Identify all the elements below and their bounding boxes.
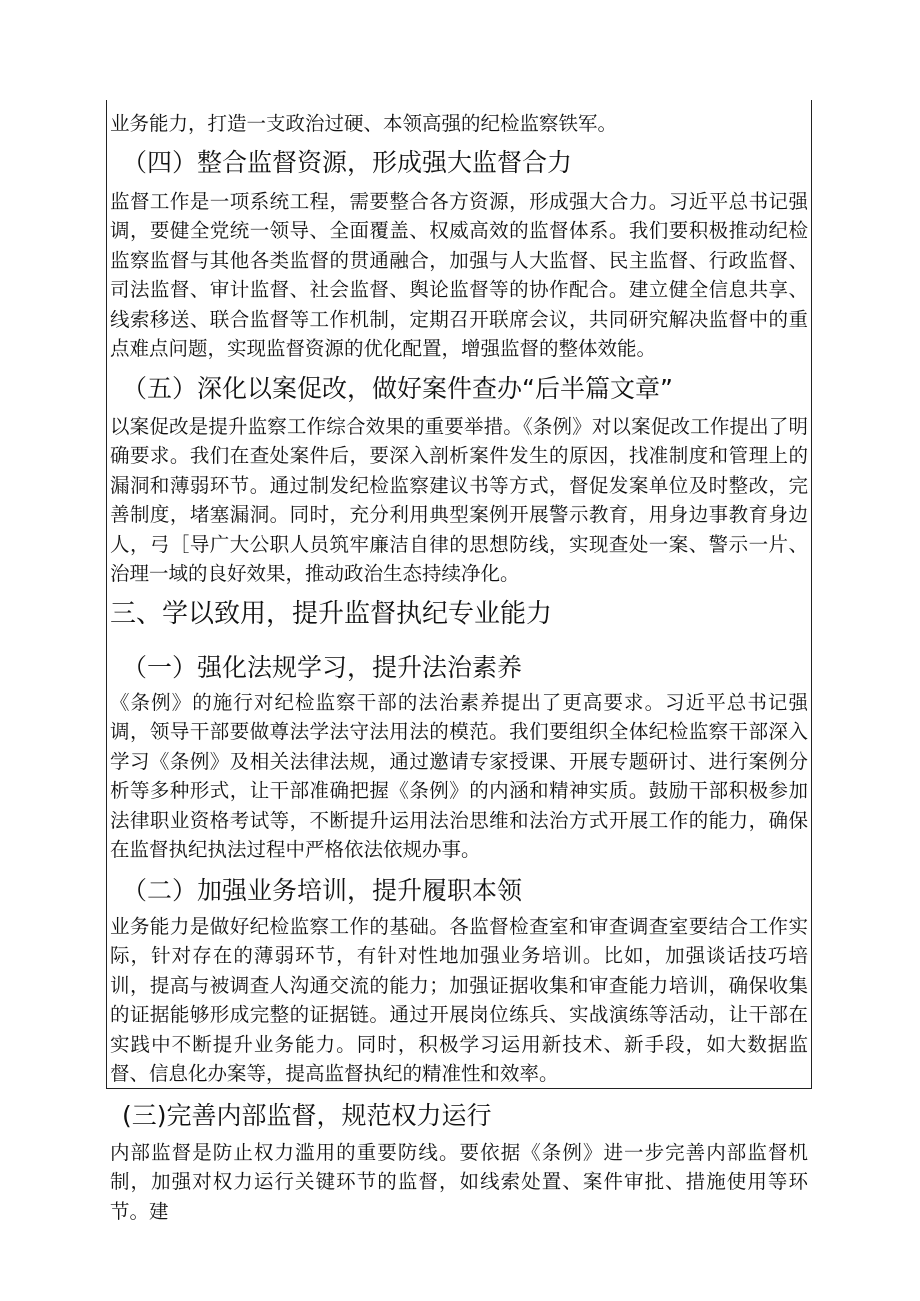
section-4-heading: （四）整合监督资源，形成强大监督合力	[122, 148, 573, 177]
section-3-1-body: 《条例》的施行对纪检监察干部的法治素养提出了更高要求。习近平总书记强调，领导干部要做尊法学法守法用法的模范。我们要组织全体纪检监察干部深入学习《条例》及相关法律法规，通过邀请专家授课、开展专题研讨、进行案例分析等多种形式，让干部准确把握《条例》的内涵和精神实质。鼓励干部积极参加法律职业资格考试等，不断提升运用法治思维和法治方式开展工作的能力，确保在监督执纪执法过程中严格依法依规办事。	[110, 691, 808, 862]
section-5-heading: （五）深化以案促改，做好案件查办“后半篇文章”	[122, 374, 673, 403]
section-3-1-heading: （一）强化法规学习，提升法治素养	[122, 653, 523, 682]
section-3-3-body: 内部监督是防止权力滥用的重要防线。要依据《条例》进一步完善内部监督机制，加强对权力运行关键环节的监督，如线索处置、案件审批、措施使用等环节。建	[110, 1141, 808, 1223]
section-3-2-body: 业务能力是做好纪检监察工作的基础。各监督检查室和审查调查室要结合工作实际，针对存在的薄弱环节，有针对性地加强业务培训。比如，加强谈话技巧培训，提高与被调查人沟通交流的能力；加强证据收集和审查能力培训，确保收集的证据能够形成完整的证据链。通过开展岗位练兵、实战演练等活动，让干部在实践中不断提升业务能力。同时，积极学习运用新技术、新手段，如大数据监督、信息化办案等，提高监督执纪的精准性和效率。	[110, 915, 808, 1086]
part-3-heading: 三、学以致用，提升监督执纪专业能力	[110, 599, 553, 629]
section-3-2-heading: （二）加强业务培训，提升履职本领	[122, 876, 523, 905]
carryover-line: 业务能力，打造一支政治过硬、本领高强的纪检监察铁军。	[110, 112, 618, 135]
section-5-body: 以案促改是提升监察工作综合效果的重要举措。《条例》对以案促改工作提出了明确要求。我们在查处案件后，要深入剖析案件发生的原因，找准制度和管理上的漏洞和薄弱环节。通过制发纪检监察建议书等方式，督促发案单位及时整改，完善制度，堵塞漏洞。同时，充分利用典型案例开展警示教育，用身边事教育身边人，弓［导广大公职人员筑牢廉洁自律的思想防线，实现查处一案、警示一片、治理一域的良好效果，推动政治生态持续净化。	[110, 415, 808, 586]
section-3-3-heading: (三)完善内部监督，规范权力运行	[122, 1101, 492, 1130]
section-4-body: 监督工作是一项系统工程，需要整合各方资源，形成强大合力。习近平总书记强调，要健全党统一领导、全面覆盖、权威高效的监督体系。我们要积极推动纪检监察监督与其他各类监督的贯通融合，加强与人大监督、民主监督、行政监督、司法监督、审计监督、社会监督、舆论监督等的协作配合。建立健全信息共享、线索移送、联合监督等工作机制，定期召开联席会议，共同研究解决监督中的重点难点问题，实现监督资源的优化配置，增强监督的整体效能。	[110, 190, 808, 361]
